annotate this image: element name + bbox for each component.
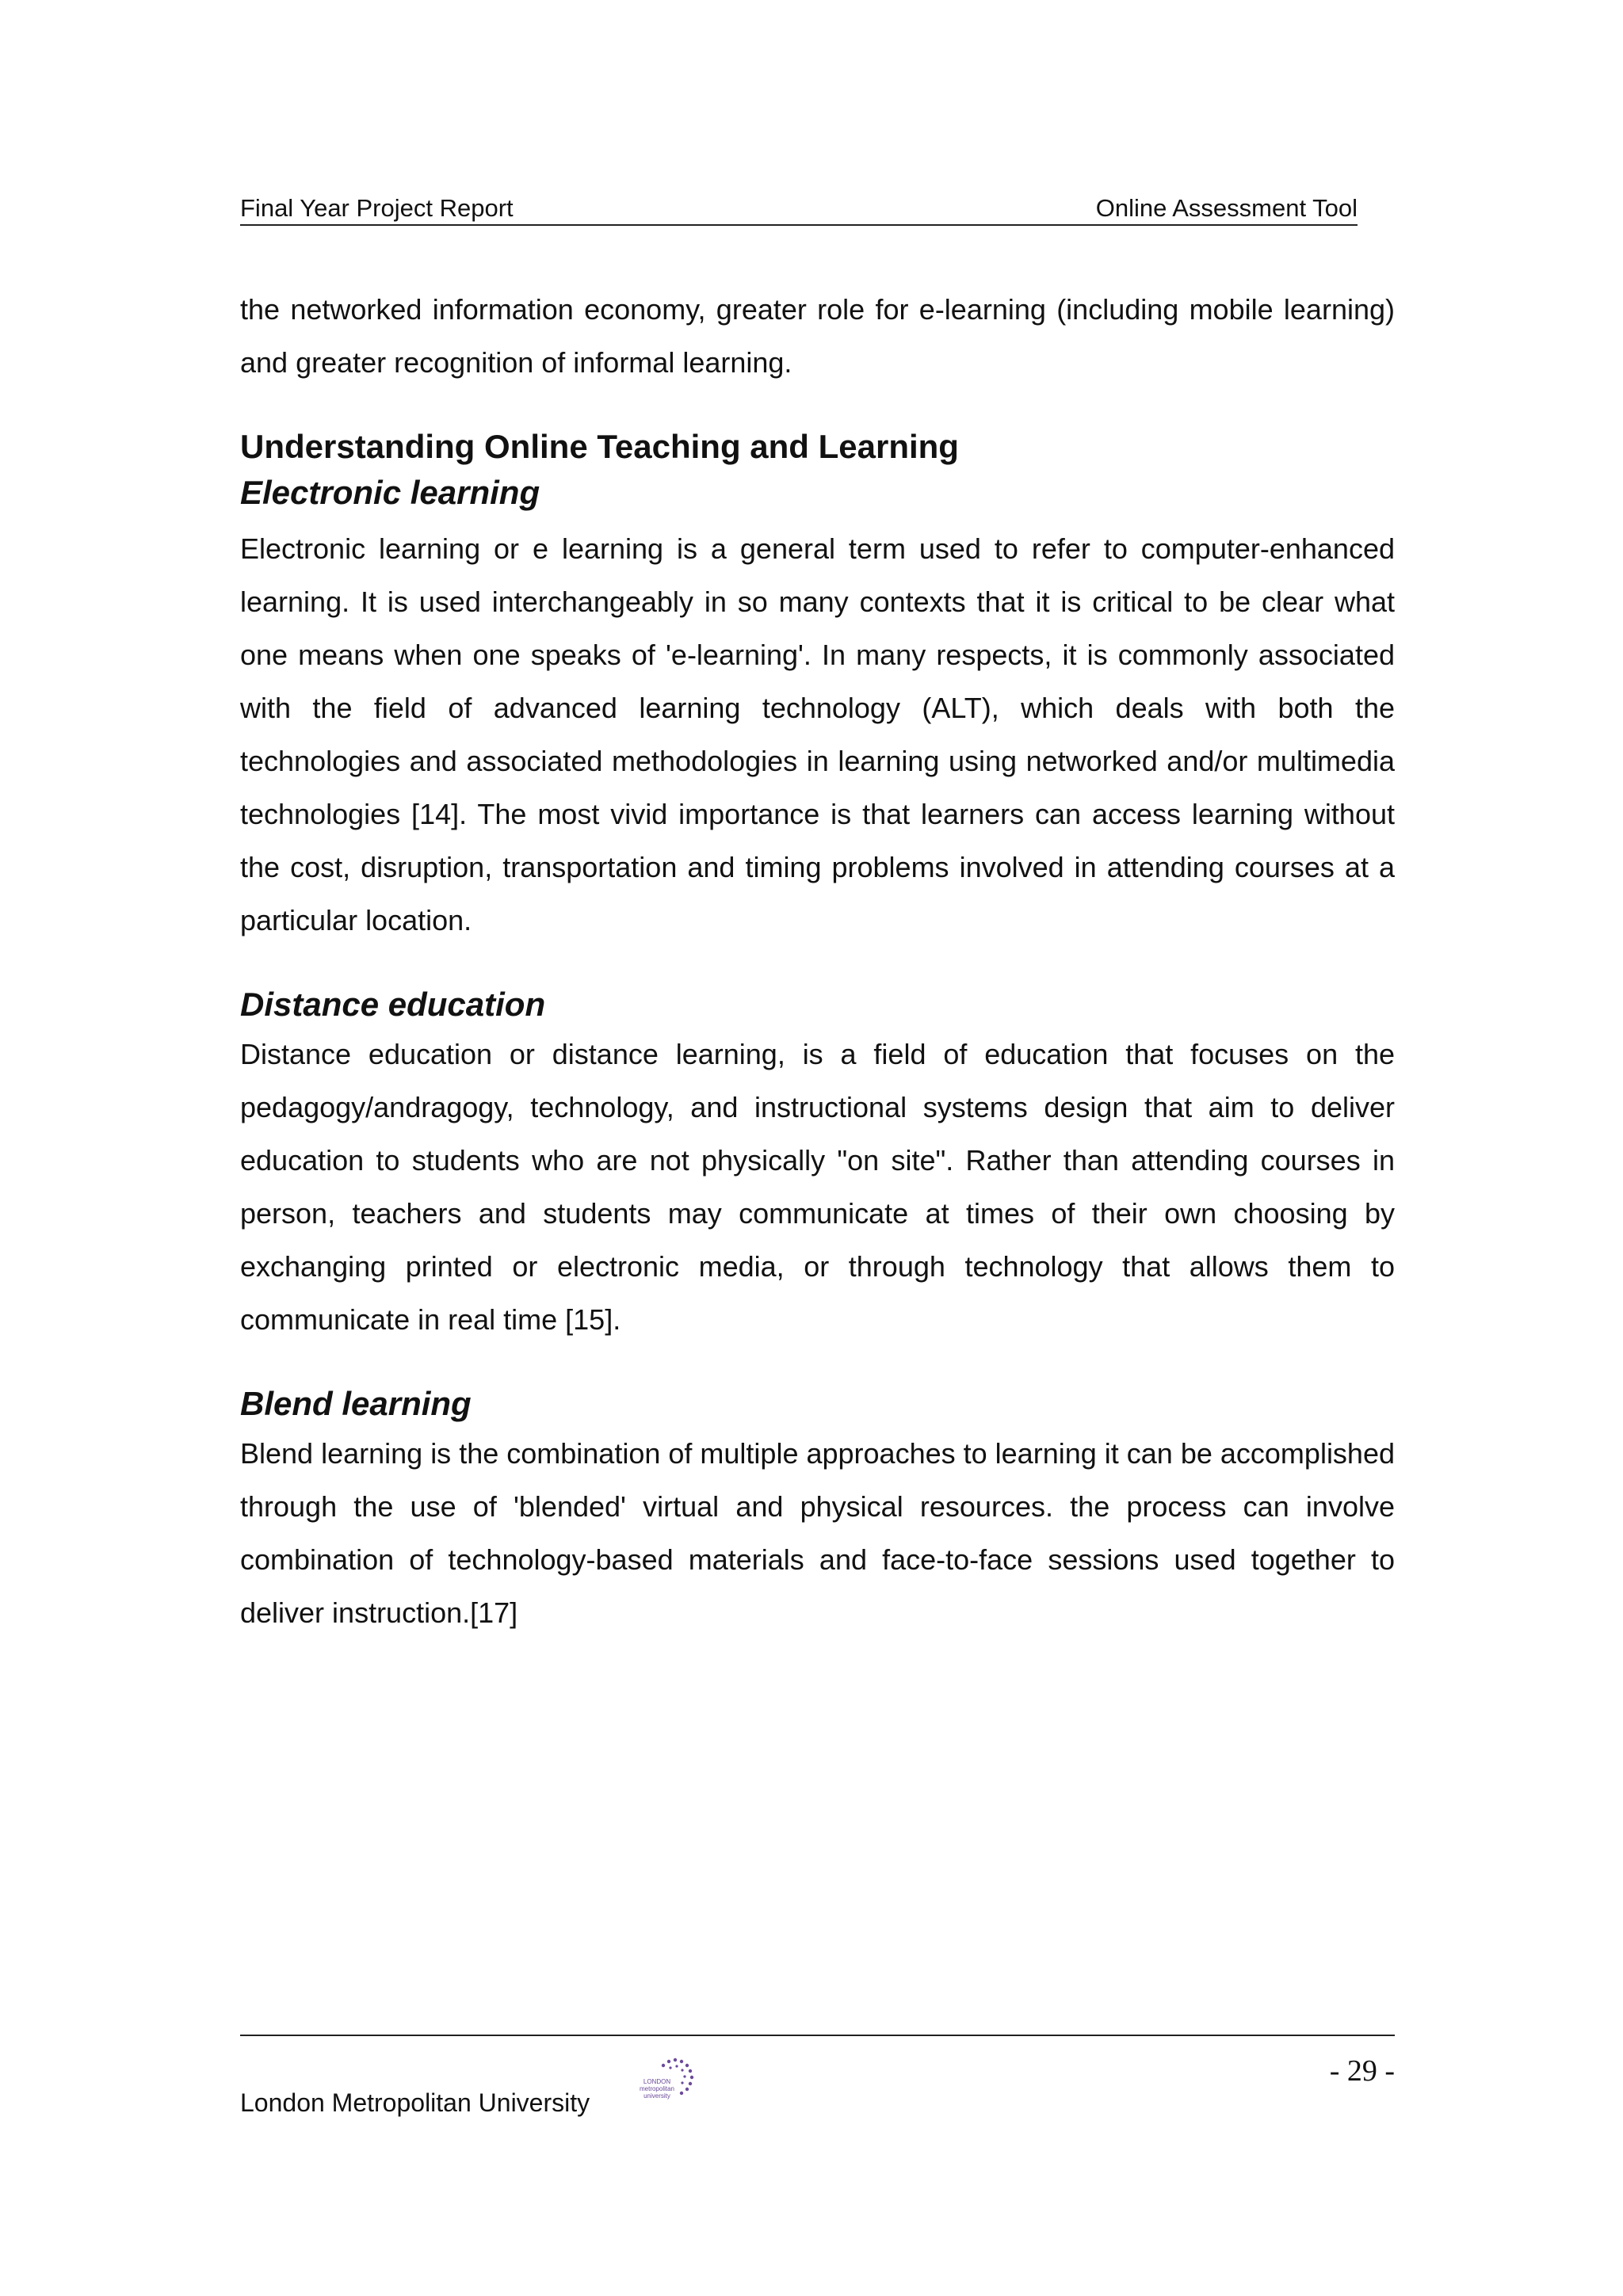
intro-paragraph: the networked information economy, greater role for e-learning (including mobile learning) and greater recognition of informal learning. <box>240 293 1395 379</box>
header-project-title: Online Assessment Tool <box>1095 194 1358 222</box>
svg-text:university: university <box>643 2092 670 2100</box>
svg-text:metropolitan: metropolitan <box>639 2085 675 2092</box>
page-body <box>240 283 1395 1639</box>
footer-institution: London Metropolitan University <box>240 2088 590 2117</box>
university-logo-icon <box>620 2054 699 2109</box>
page-number: - 29 - <box>1329 2054 1395 2088</box>
subsection-title-distance-education: Distance education <box>240 986 546 1023</box>
paragraph-blend-learning: Blend learning is the combination of multiple approaches to learning it can be accomplished through the use of 'blended' virtual and physical resources. the process can involve combination of technology-based materials and face-to-face sessions used together to deliver instruction.[17] <box>240 1437 1395 1629</box>
paragraph-electronic-learning: Electronic learning or e learning is a general term used to refer to computer-enhanced learning. It is used interchangeably in so many contexts that it is critical to be clear what one means when one speaks of 'e-learning'. In many respects, it is commonly associated with the field of advanced learning technology (ALT), which deals with both the technologies and associated methodologies in learning using networked and/or multimedia technologies [14]. The most vivid importance is that learners can access learning without the cost, disruption, transportation and timing problems involved in attending courses at a particular location. <box>240 532 1395 936</box>
footer-rule <box>240 2035 1395 2036</box>
header-report-title: Final Year Project Report <box>240 194 514 222</box>
subsection-title-blend-learning: Blend learning <box>240 1385 472 1422</box>
svg-text:LONDON: LONDON <box>643 2078 671 2085</box>
section-heading: Understanding Online Teaching and Learning <box>240 428 959 465</box>
subsection-title-electronic-learning: Electronic learning <box>240 474 540 511</box>
paragraph-distance-education: Distance education or distance learning, is a field of education that focuses on the pedagogy/andragogy, technology, and instructional systems design that aim to deliver education to students who are not physically "on site". Rather than attending courses in person, teachers and students may communicate at times of their own choosing by exchanging printed or electronic media, or through technology that allows them to communicate in real time [15]. <box>240 1038 1395 1336</box>
page-header <box>240 193 1358 226</box>
